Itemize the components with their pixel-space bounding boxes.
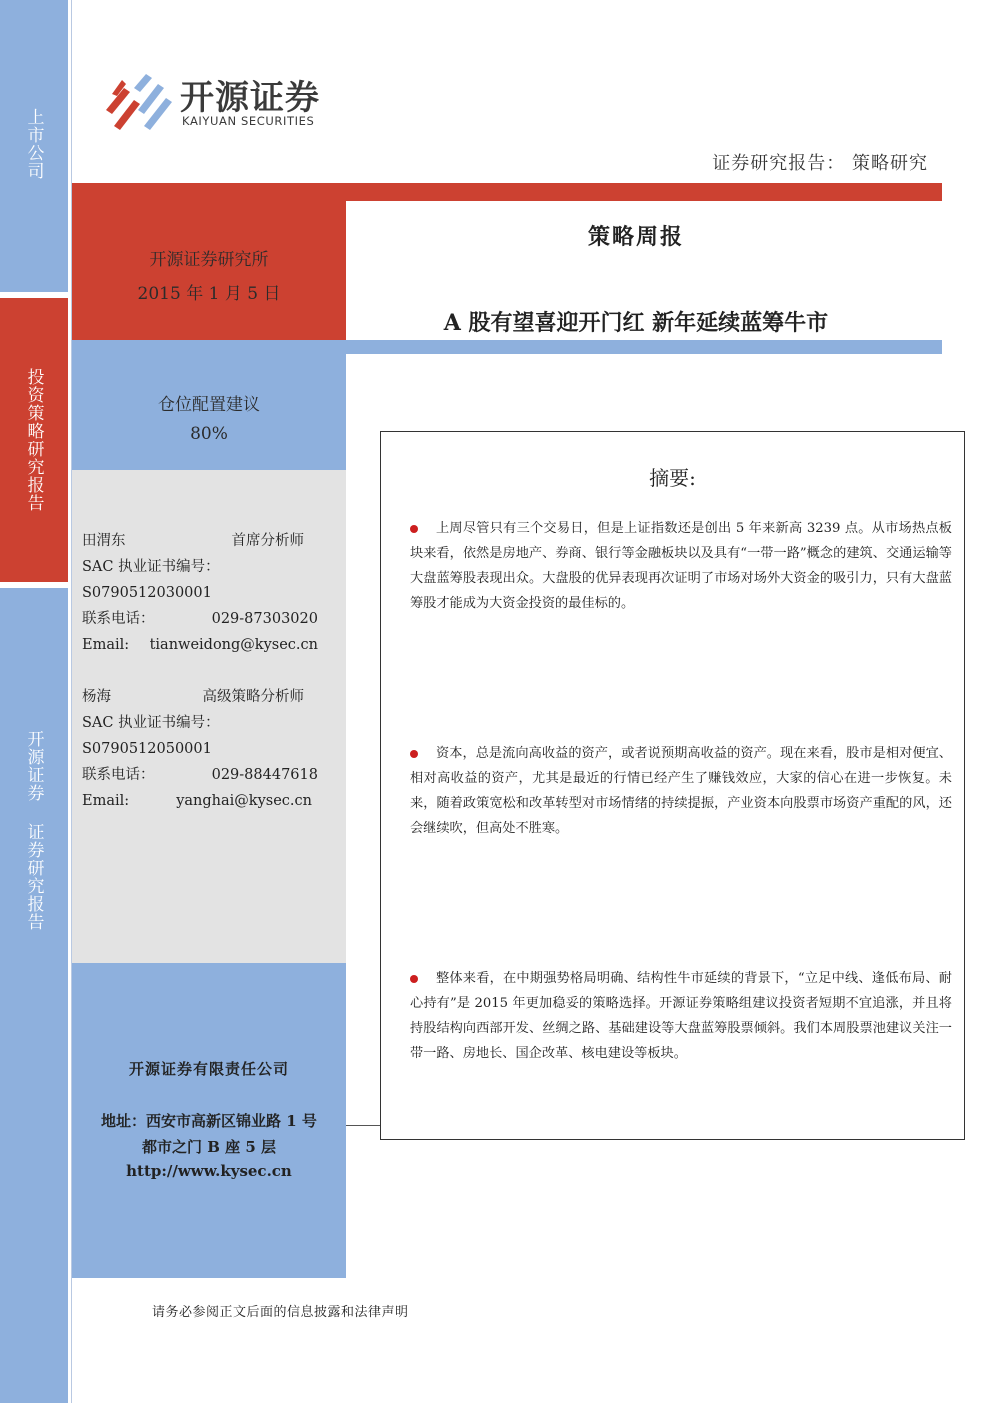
analyst-box [72, 470, 346, 963]
analyst-name: 杨海 [82, 689, 111, 705]
kaiyuan-logo [104, 70, 344, 130]
email-link[interactable]: yanghai@kysec.cn [176, 793, 312, 809]
institute-box [72, 183, 346, 340]
sac-number: S0790512050001 [82, 741, 212, 757]
logo-english-name: KAIYUAN SECURITIES [182, 114, 315, 128]
side-label-listed-company: 上市公司 [23, 108, 44, 180]
disclaimer: 请务必参阅正文后面的信息披露和法律声明 [152, 1305, 409, 1320]
phone-number: 029-87303020 [211, 611, 318, 627]
summary-paragraph: 整体来看，在中期强势格局明确、结构性牛市延续的背景下，“立足中线、逢低布局、耐心持有”是 2015 年更加稳妥的策略选择。开源证券策略组建议投资者短期不宜追涨，并且将持股结构向西部开发、丝绸之路、基础建设等大盘蓝筹股票倾斜。我们本周股票池建议关注一带一路、房地长、国企改革、核电建设等板块。 [410, 971, 952, 1061]
sac-label: SAC 执业证书编号： [82, 559, 220, 575]
company-name: 开源证券有限责任公司 [128, 1060, 289, 1078]
analyst-card [82, 528, 322, 658]
logo-mark-icon [104, 70, 174, 130]
side-strip-bottom [0, 588, 68, 1403]
report-date: 2015 年 1 月 5 日 [137, 284, 281, 304]
logo-chinese-name: 开源证券 [180, 78, 320, 118]
summary-paragraph: 资本，总是流向高收益的资产，或者说预期高收益的资产。现在来看，股市是相对便宜、相对高收益的资产，尤其是最近的行情已经产生了赚钱效应，大家的信心在进一步恢复。未来，随着政策宽松和改革转型对市场情绪的持续提振，产业资本向股票市场资产重配的风，还会继续吹，但高处不胜寒。 [410, 746, 952, 836]
sac-label: SAC 执业证书编号： [82, 715, 220, 731]
email-label: Email: [82, 637, 130, 653]
address-line-1: 地址：西安市高新区锦业路 1 号 [101, 1112, 317, 1130]
email-link[interactable]: tianweidong@kysec.cn [149, 637, 318, 653]
position-label: 仓位配置建议 [158, 395, 260, 415]
phone-label: 联系电话： [82, 611, 155, 627]
email-label: Email: [82, 793, 130, 809]
connector-line [346, 1125, 380, 1126]
analyst-title: 高级策略分析师 [202, 689, 304, 705]
headline: A 股有望喜迎开门红 新年延续蓝筹牛市 [443, 310, 829, 336]
summary-title: 摘要: [649, 466, 696, 490]
side-strip-top [0, 0, 68, 292]
report-type: 证券研究报告： 策略研究 [712, 153, 928, 174]
side-label-strategy-report: 投资策略研究报告 [23, 368, 44, 512]
position-box [72, 340, 346, 470]
analyst-title: 首席分析师 [231, 533, 304, 549]
address-line-2: 都市之门 B 座 5 层 [141, 1138, 276, 1156]
report-title: 策略周报 [587, 224, 684, 250]
analyst-name: 田渭东 [82, 533, 126, 549]
summary-paragraph: 上周尽管只有三个交易日，但是上证指数还是创出 5 年来新高 3239 点。从市场热点板块来看，依然是房地产、券商、银行等金融板块以及具有“一带一路”概念的建筑、交通运输等大盘蓝筹股表现出众。大盘股的优异表现再次证明了市场对场外大资金的吸引力，只有大盘蓝筹股才能成为大资金投资的最佳标的。 [410, 521, 952, 611]
institute-name: 开源证券研究所 [149, 250, 269, 270]
sac-number: S0790512030001 [82, 585, 212, 601]
analyst-card [82, 684, 322, 814]
phone-number: 029-88447618 [211, 767, 318, 783]
website-link[interactable]: http://www.kysec.cn [126, 1162, 292, 1180]
position-value: 80% [190, 424, 228, 444]
side-label-securities-report: 开源证券 证券研究报告 [23, 730, 44, 931]
phone-label: 联系电话： [82, 767, 155, 783]
side-strip-middle [0, 298, 68, 582]
